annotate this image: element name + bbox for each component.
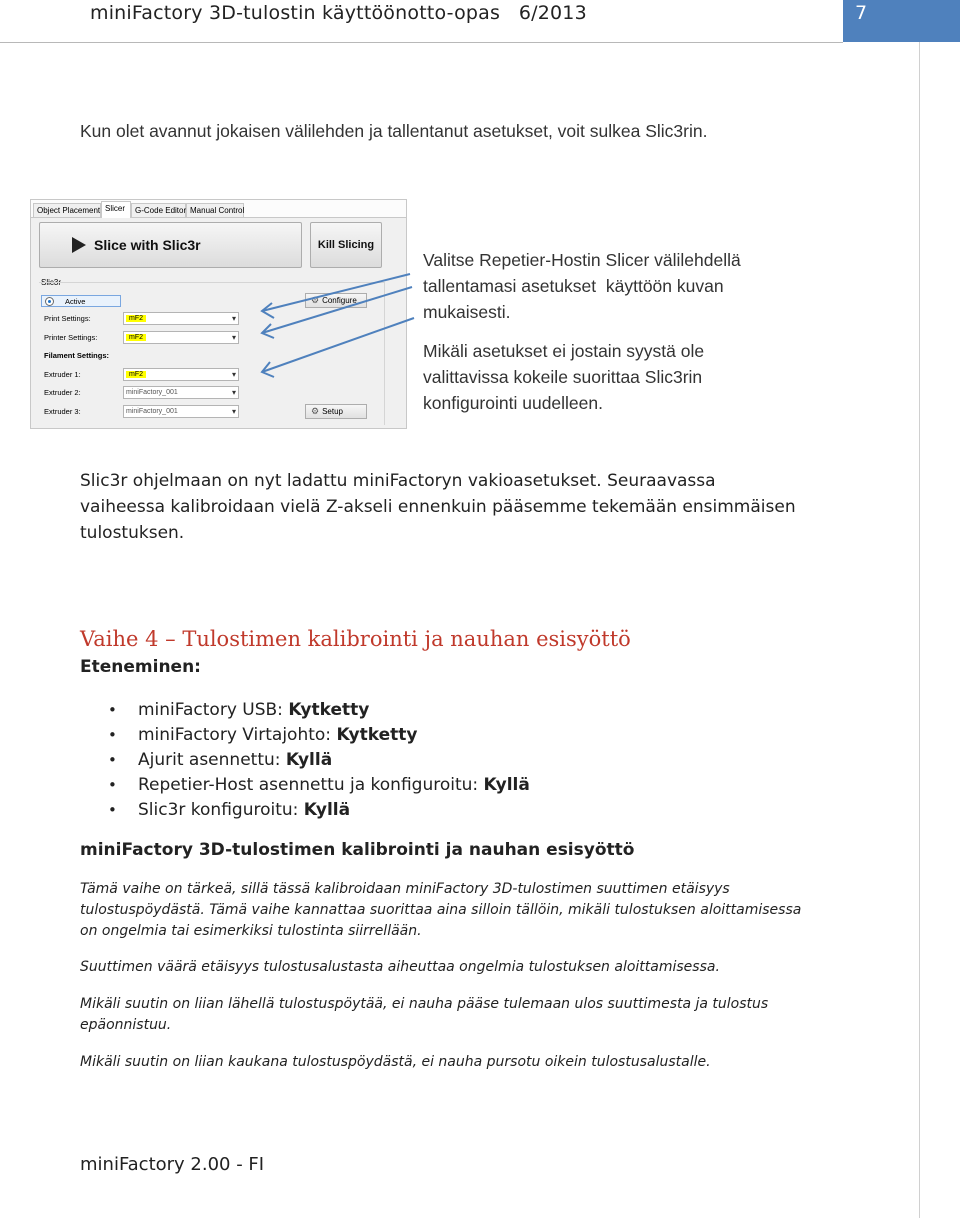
active-label: Active (65, 297, 86, 306)
item-label: Ajurit asennettu: (138, 750, 286, 770)
print-settings-label: Print Settings: (44, 314, 91, 323)
callout-line: mukaisesti. (423, 302, 511, 322)
paragraph-line: epäonnistuu. (80, 1017, 172, 1033)
extruder2-value: miniFactory_001 (126, 389, 178, 396)
page-edge-rule (919, 42, 920, 1218)
list-item (108, 773, 530, 798)
printer-settings-label: Printer Settings: (44, 333, 98, 342)
tab-slicer[interactable]: Slicer (101, 201, 131, 218)
setup-label: Setup (322, 407, 343, 416)
slice-with-slic3r-button[interactable] (39, 222, 302, 268)
extruder1-select[interactable] (123, 368, 239, 381)
paragraph-line: Mikäli suutin on liian lähellä tulostuspöytää, ei nauha pääse tulemaan ulos suuttimesta ja tulostus (80, 996, 769, 1012)
gear-icon: ⚙ (311, 406, 320, 416)
paragraph-line: Tämä vaihe on tärkeä, sillä tässä kalibroidaan miniFactory 3D-tulostimen suuttimen etäisyys (80, 881, 730, 897)
bullet-icon: • (108, 801, 117, 819)
print-settings-select[interactable] (123, 312, 239, 325)
extruder1-label: Extruder 1: (44, 370, 81, 379)
bullet-icon: • (108, 726, 117, 744)
header-rule (0, 42, 843, 43)
print-settings-value: mF2 (126, 315, 146, 322)
kill-slicing-button[interactable] (310, 222, 382, 268)
item-value: Kyllä (483, 775, 530, 795)
page-number: 7 (855, 2, 868, 24)
header-title: miniFactory 3D-tulostin käyttöönotto-opas 6/2013 (90, 2, 587, 24)
item-value: Kyllä (303, 800, 351, 820)
callout-line: konfigurointi uudelleen. (423, 393, 603, 413)
configure-label: Configure (322, 296, 357, 305)
tab-manual-control[interactable]: Manual Control (186, 203, 244, 217)
item-label: miniFactory Virtajohto: (138, 725, 337, 745)
italic-paragraph-too-far: Mikäli suutin on liian kaukana tulostuspöydästä, ei nauha pursotu oikein tulostusalustalle. (80, 1054, 711, 1070)
extruder3-label: Extruder 3: (44, 407, 81, 416)
printer-settings-value: mF2 (126, 334, 146, 341)
bullet-icon: • (108, 776, 117, 794)
slice-button-label: Slice with Slic3r (94, 237, 201, 253)
repetier-slicer-screenshot (30, 199, 407, 429)
callout-line: Valitse Repetier-Hostin Slicer välilehdellä (423, 250, 741, 270)
paragraph-line: tulostuspöydästä. Tämä vaihe kannattaa suorittaa aina silloin tällöin, mikäli tulostuksen aloittamisessa (80, 902, 802, 918)
italic-paragraph-importance (80, 879, 801, 942)
item-label: miniFactory USB: (138, 700, 289, 720)
tab-gcode-editor[interactable]: G-Code Editor (131, 203, 186, 217)
item-value: Kytketty (336, 725, 418, 745)
callout-line: valittavissa kokeile suorittaa Slic3rin (423, 367, 703, 387)
extruder3-select[interactable] (123, 405, 239, 418)
configure-button[interactable] (305, 293, 367, 308)
bullet-icon: • (108, 701, 117, 719)
setup-button[interactable] (305, 404, 367, 419)
extruder3-value: miniFactory_001 (126, 408, 178, 415)
slic3r-group-title: Slic3r (41, 278, 62, 287)
page-footer: miniFactory 2.00 - FI (80, 1154, 265, 1175)
callout-text (423, 247, 741, 416)
paragraph-line: on ongelmia tai esimerkiksi tulostinta siirrellään. (80, 923, 422, 939)
item-value: Kytketty (288, 700, 370, 720)
paragraph-slic3r-loaded (80, 468, 796, 546)
progress-subheading: Eteneminen: (80, 657, 201, 677)
active-radio-button[interactable] (45, 297, 54, 306)
extruder1-value: mF2 (126, 371, 146, 378)
status-checklist (108, 698, 530, 823)
item-value: Kyllä (285, 750, 333, 770)
extruder2-select[interactable] (123, 386, 239, 399)
paragraph-line: tulostuksen. (80, 523, 185, 543)
callout-line: Mikäli asetukset ei jostain syystä ole (423, 341, 705, 361)
gear-icon: ⚙ (311, 295, 320, 305)
tab-object-placement[interactable]: Object Placement (33, 203, 101, 217)
item-label: Repetier-Host asennettu ja konfiguroitu: (138, 775, 484, 795)
list-item (108, 798, 530, 823)
list-item (108, 723, 530, 748)
paragraph-line: Slic3r ohjelmaan on nyt ladattu miniFactoryn vakioasetukset. Seuraavassa (80, 471, 716, 491)
page-number-tab (843, 0, 960, 42)
list-item (108, 748, 530, 773)
italic-paragraph-too-close (80, 994, 768, 1036)
filament-settings-label: Filament Settings: (44, 351, 110, 360)
printer-settings-select[interactable] (123, 331, 239, 344)
play-icon (72, 237, 86, 253)
intro-paragraph: Kun olet avannut jokaisen välilehden ja tallentanut asetukset, voit sulkea Slic3rin. (80, 121, 708, 141)
kill-button-label: Kill Slicing (317, 239, 375, 251)
callout-line: tallentamasi asetukset käyttöön kuvan (423, 276, 724, 296)
extruder2-label: Extruder 2: (44, 388, 81, 397)
paragraph-line: vaiheessa kalibroidaan vielä Z-akseli ennenkuin pääsemme tekemään ensimmäisen (80, 497, 796, 517)
section-heading: Vaihe 4 – Tulostimen kalibrointi ja nauhan esisyöttö (80, 627, 631, 651)
item-label: Slic3r konfiguroitu: (138, 800, 304, 820)
italic-paragraph-wrong-distance: Suuttimen väärä etäisyys tulostusalustasta aiheuttaa ongelmia tulostuksen aloittamisessa. (80, 959, 720, 975)
bullet-icon: • (108, 751, 117, 769)
list-item (108, 698, 530, 723)
calibration-heading: miniFactory 3D-tulostimen kalibrointi ja nauhan esisyöttö (80, 840, 635, 860)
tab-strip (31, 200, 406, 218)
